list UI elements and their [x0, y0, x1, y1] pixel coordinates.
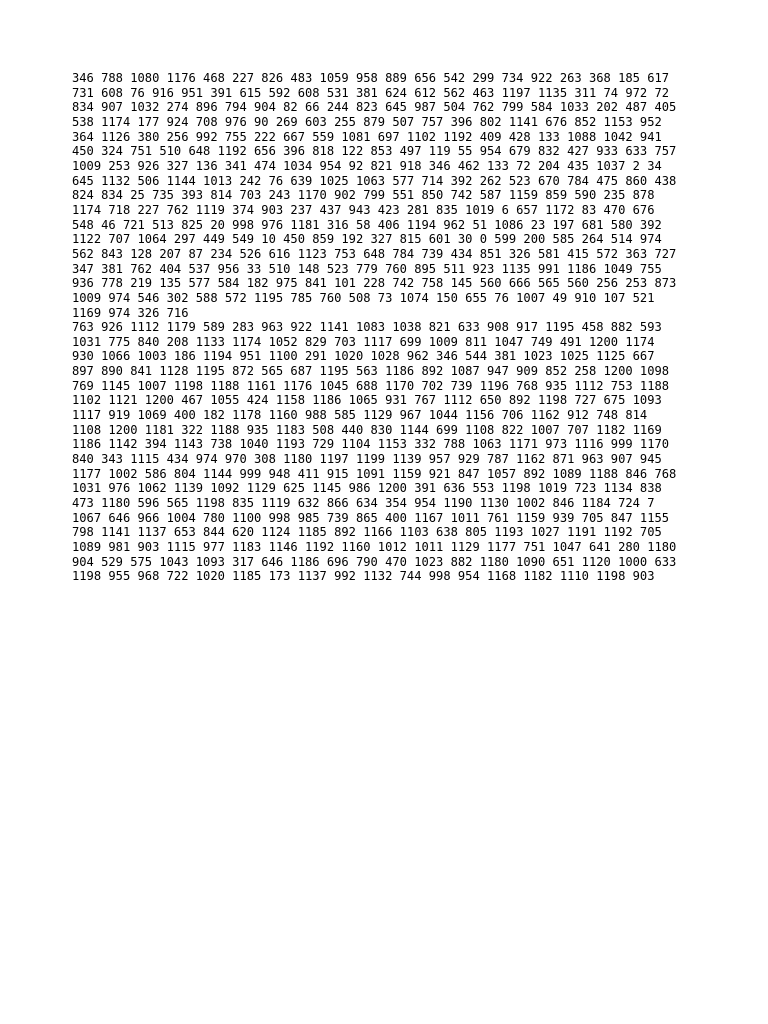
text-line: 1169 974 326 716 — [72, 305, 189, 320]
text-line: 1186 1142 394 1143 738 1040 1193 729 1104 1153 332 788 1063 1171 973 1116 999 1170 — [72, 437, 670, 452]
text-line: 1031 775 840 208 1133 1174 1052 829 703 1117 699 1009 811 1047 749 491 1200 1174 — [72, 334, 655, 349]
text-line: 1177 1002 586 804 1144 999 948 411 915 1091 1159 921 847 1057 892 1089 1188 846 768 — [72, 466, 677, 481]
text-line: 763 926 1112 1179 589 283 963 922 1141 1083 1038 821 633 908 917 1195 458 882 593 — [72, 320, 662, 335]
text-line: 473 1180 596 565 1198 835 1119 632 866 634 354 954 1190 1130 1002 846 1184 724 7 — [72, 496, 655, 511]
text-line: 1198 955 968 722 1020 1185 173 1137 992 1132 744 998 954 1168 1182 1110 1198 903 — [72, 569, 655, 584]
text-line: 562 843 128 207 87 234 526 616 1123 753 648 784 739 434 851 326 581 415 572 363 727 — [72, 246, 677, 261]
text-line: 769 1145 1007 1198 1188 1161 1176 1045 688 1170 702 739 1196 768 935 1112 753 1188 — [72, 378, 670, 393]
text-line: 904 529 575 1043 1093 317 646 1186 696 790 470 1023 882 1180 1090 651 1120 1000 633 — [72, 554, 677, 569]
text-line: 1174 718 227 762 1119 374 903 237 437 943 423 281 835 1019 6 657 1172 83 470 676 — [72, 202, 655, 217]
text-line: 347 381 762 404 537 956 33 510 148 523 779 760 895 511 923 1135 991 1186 1049 755 — [72, 261, 662, 276]
text-line: 731 608 76 916 951 391 615 592 608 531 381 624 612 562 463 1197 1135 311 74 972 72 — [72, 85, 670, 100]
text-line: 1067 646 966 1004 780 1100 998 985 739 865 400 1167 1011 761 1159 939 705 847 1155 — [72, 510, 670, 525]
text-line: 930 1066 1003 186 1194 951 1100 291 1020 1028 962 346 544 381 1023 1025 1125 667 — [72, 349, 655, 364]
text-line: 897 890 841 1128 1195 872 565 687 1195 563 1186 892 1087 947 909 852 258 1200 1098 — [72, 364, 670, 379]
text-line: 1009 974 546 302 588 572 1195 785 760 508 73 1074 150 655 76 1007 49 910 107 521 — [72, 290, 655, 305]
text-line: 346 788 1080 1176 468 227 826 483 1059 958 889 656 542 299 734 922 263 368 185 617 — [72, 71, 670, 85]
text-line: 824 834 25 735 393 814 703 243 1170 902 799 551 850 742 587 1159 859 590 235 878 — [72, 188, 655, 203]
document-page — [72, 71, 712, 584]
number-paragraph-1 — [72, 71, 712, 320]
text-line: 645 1132 506 1144 1013 242 76 639 1025 1063 577 714 392 262 523 670 784 475 860 438 — [72, 173, 677, 188]
text-line: 1089 981 903 1115 977 1183 1146 1192 1160 1012 1011 1129 1177 751 1047 641 280 1180 — [72, 540, 677, 554]
text-line: 1009 253 926 327 136 341 474 1034 954 92 821 918 346 462 133 72 204 435 1037 2 34 — [72, 158, 662, 173]
text-line: 840 343 1115 434 974 970 308 1180 1197 1199 1139 957 929 787 1162 871 963 907 945 — [72, 452, 662, 467]
text-line: 1122 707 1064 297 449 549 10 450 859 192 327 815 601 30 0 599 200 585 264 514 974 — [72, 232, 662, 247]
text-line: 450 324 751 510 648 1192 656 396 818 122 853 497 119 55 954 679 832 427 933 633 757 — [72, 144, 677, 159]
text-line: 798 1141 1137 653 844 620 1124 1185 892 1166 1103 638 805 1193 1027 1191 1192 705 — [72, 525, 662, 540]
text-line: 1102 1121 1200 467 1055 424 1158 1186 1065 931 767 1112 650 892 1198 727 675 1093 — [72, 393, 662, 408]
text-line: 834 907 1032 274 896 794 904 82 66 244 823 645 987 504 762 799 584 1033 202 487 405 — [72, 100, 677, 115]
text-line: 1108 1200 1181 322 1188 935 1183 508 440 830 1144 699 1108 822 1007 707 1182 1169 — [72, 422, 662, 437]
text-line: 548 46 721 513 825 20 998 976 1181 316 58 406 1194 962 51 1086 23 197 681 580 392 — [72, 217, 662, 232]
text-line: 538 1174 177 924 708 976 90 269 603 255 879 507 757 396 802 1141 676 852 1153 952 — [72, 114, 662, 129]
text-line: 1031 976 1062 1139 1092 1129 625 1145 986 1200 391 636 553 1198 1019 723 1134 838 — [72, 481, 662, 496]
text-line: 936 778 219 135 577 584 182 975 841 101 228 742 758 145 560 666 565 560 256 253 873 — [72, 276, 677, 291]
number-paragraph-2 — [72, 320, 712, 584]
text-line: 364 1126 380 256 992 755 222 667 559 1081 697 1102 1192 409 428 133 1088 1042 941 — [72, 129, 662, 144]
text-line: 1117 919 1069 400 182 1178 1160 988 585 1129 967 1044 1156 706 1162 912 748 814 — [72, 408, 648, 423]
